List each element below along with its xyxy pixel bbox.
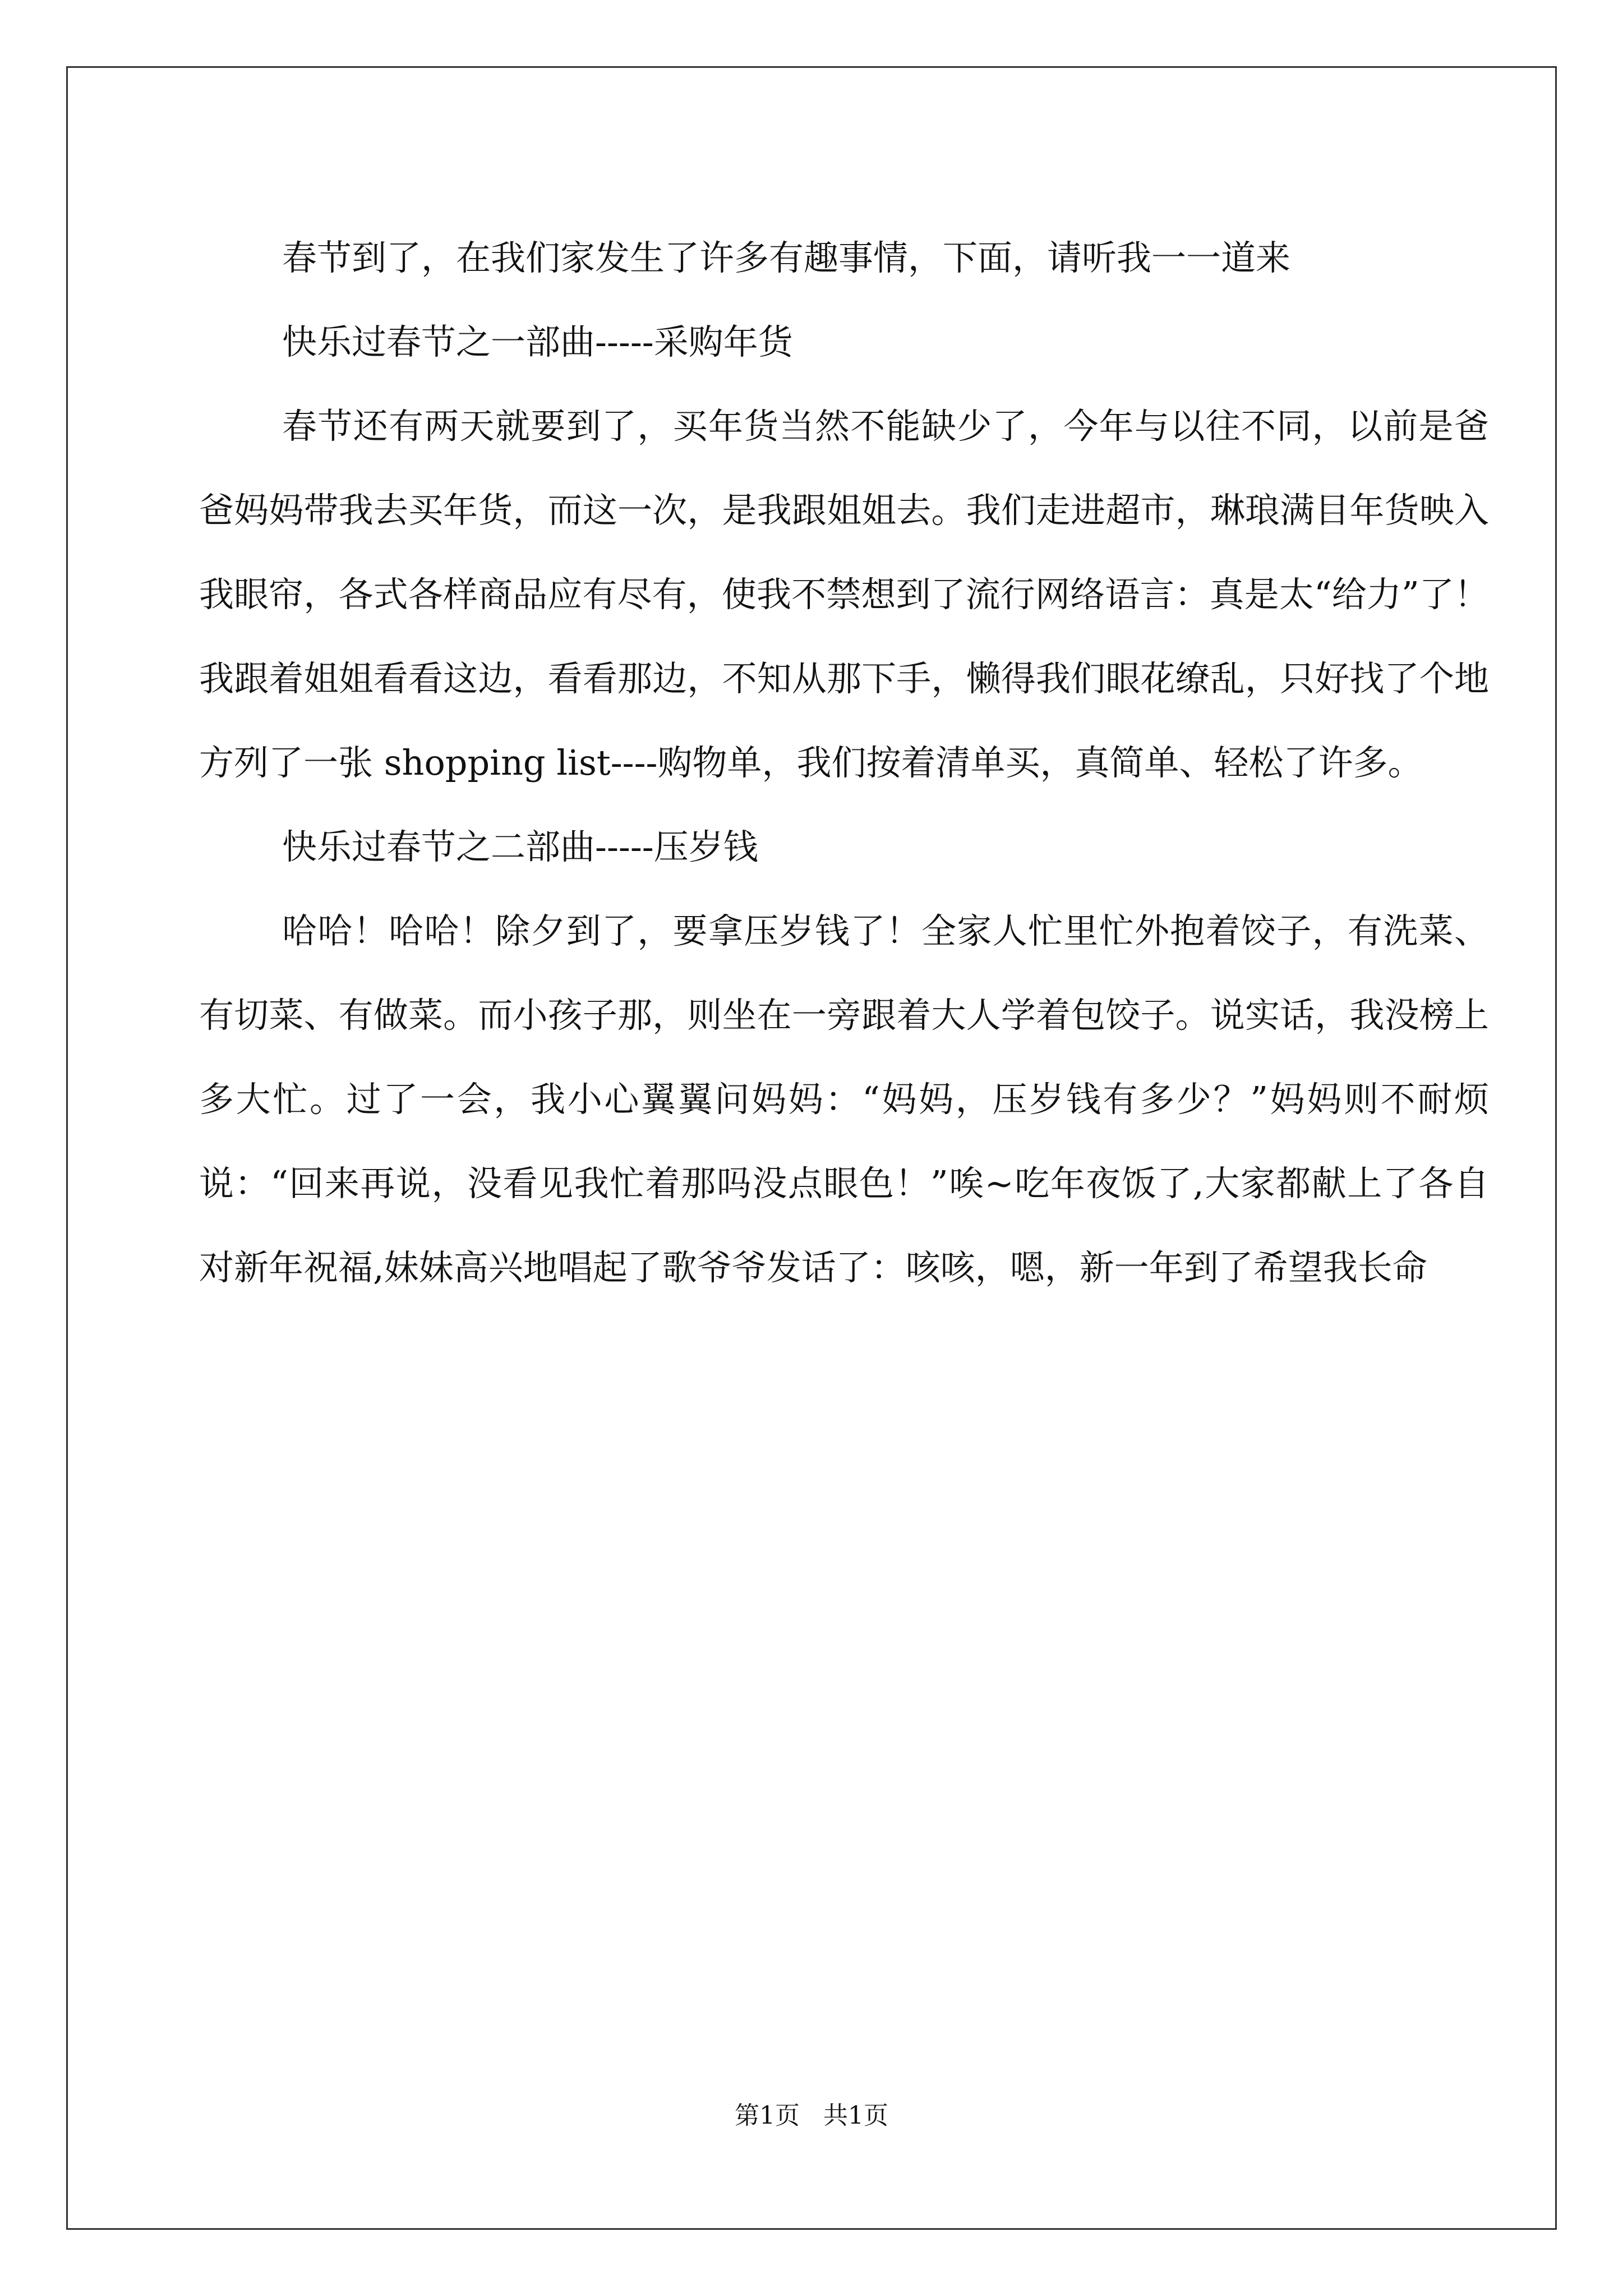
section-heading-2: 快乐过春节之二部曲-----压岁钱	[282, 826, 758, 867]
page-number-footer: 第1页 共1页	[735, 2101, 888, 2130]
paragraph-red-envelope: 哈哈！哈哈！除夕到了，要拿压岁钱了！全家人忙里忙外抱着饺子，有洗菜、有切菜、有做菜。而小孩子那，则坐在一旁跟着大人学着包饺子。说实话，我没榜上多大忙。过了一会，我小心翼翼问妈妈：“妈妈，压岁钱有多少？”妈妈则不耐烦说：“回来再说，没看见我忙着那吗没点眼色！”唉~吃年夜饭了,大家都献上了各自对新年祝福,妹妹高兴地唱起了歌爷爷发话了：咳咳，嗯，新一年到了希望我长命	[199, 910, 1489, 1288]
document-body	[199, 216, 1489, 1310]
paragraph-intro: 春节到了，在我们家发生了许多有趣事情，下面，请听我一一道来	[282, 237, 1291, 278]
section-heading-1: 快乐过春节之一部曲-----采购年货	[282, 321, 793, 362]
paragraph-shopping: 春节还有两天就要到了，买年货当然不能缺少了，今年与以往不同，以前是爸爸妈妈带我去买年货，而这一次，是我跟姐姐去。我们走进超市，琳琅满目年货映入我眼帘，各式各样商品应有尽有，使我不禁想到了流行网络语言：真是太“给力”了！我跟着姐姐看看这边，看看那边，不知从那下手，懒得我们眼花缭乱，只好找了个地方列了一张 shopping list----购物单，我们按着清单买，真简单、轻松了许多。	[199, 406, 1489, 783]
